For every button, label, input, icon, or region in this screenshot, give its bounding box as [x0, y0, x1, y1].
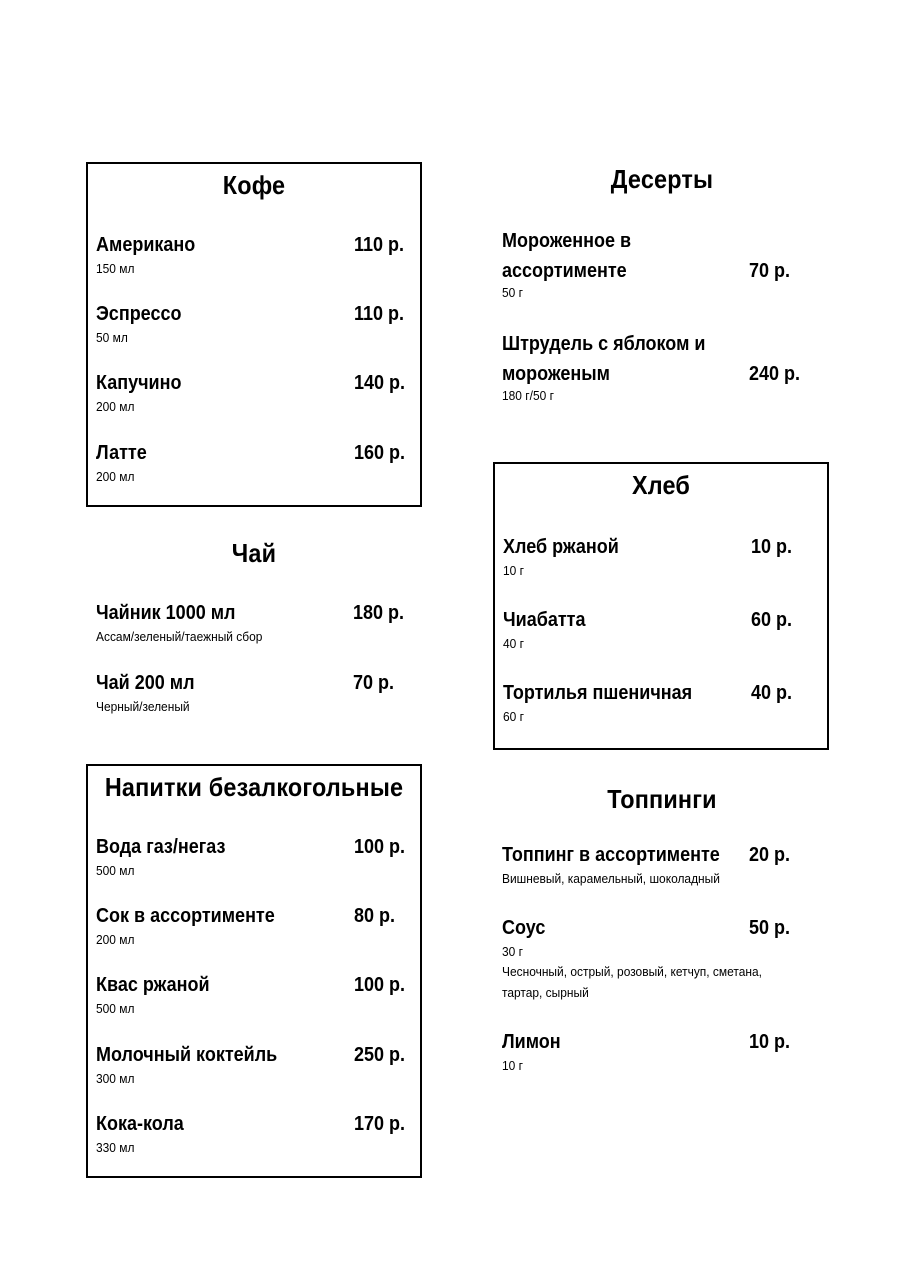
section-toppings [494, 778, 830, 1098]
item-name-line2: мороженым [502, 363, 610, 385]
item-description: Черный/зеленый [96, 699, 190, 714]
item-price: 180 р. [353, 602, 405, 624]
item-description-line1: Чесночный, острый, розовый, кетчуп, сметана, [502, 964, 762, 979]
item-size: 50 мл [96, 330, 128, 345]
section-title: Чай [231, 538, 277, 568]
item-name: Лимон [502, 1031, 561, 1053]
item-price: 250 р. [354, 1044, 406, 1066]
section-title: Десерты [610, 164, 714, 194]
item-name-line2: ассортименте [502, 260, 627, 282]
item-name: Соус [502, 917, 546, 939]
item-name: Латте [96, 442, 147, 464]
item-size: 180 г/50 г [502, 388, 554, 403]
item-price: 70 р. [749, 260, 791, 282]
item-name: Эспрессо [96, 303, 182, 325]
item-price: 110 р. [354, 234, 405, 256]
item-name: Чиабатта [503, 609, 586, 631]
item-price: 80 р. [354, 905, 396, 927]
item-price: 20 р. [749, 844, 791, 866]
item-size: 30 г [502, 944, 524, 959]
item-price: 10 р. [751, 536, 793, 558]
item-price: 110 р. [354, 303, 405, 325]
item-size: 10 г [503, 563, 525, 578]
item-price: 140 р. [354, 372, 406, 394]
item-price: 100 р. [354, 836, 406, 858]
section-bread [493, 462, 829, 750]
item-price: 60 р. [751, 609, 793, 631]
item-price: 10 р. [749, 1031, 791, 1053]
section-coffee [86, 162, 422, 507]
item-size: 300 мл [96, 1071, 135, 1086]
item-name: Американо [96, 234, 196, 256]
item-size: 40 г [503, 636, 525, 651]
item-price: 160 р. [354, 442, 406, 464]
section-title: Хлеб [631, 470, 691, 500]
item-size: 500 мл [96, 1001, 135, 1016]
item-size: 200 мл [96, 399, 135, 414]
item-price: 170 р. [354, 1113, 406, 1135]
item-name: Хлеб ржаной [503, 536, 619, 558]
item-description-line2: тартар, сырный [502, 985, 589, 1000]
item-name: Квас ржаной [96, 974, 210, 996]
item-name: Чайник 1000 мл [96, 602, 236, 624]
item-name: Молочный коктейль [96, 1044, 278, 1066]
item-name-line1: Штрудель с яблоком и [502, 333, 706, 355]
section-title: Топпинги [607, 784, 717, 814]
section-desserts [494, 160, 830, 420]
item-size: 330 мл [96, 1140, 135, 1155]
item-price: 240 р. [749, 363, 801, 385]
item-price: 40 р. [751, 682, 793, 704]
item-name: Кока-кола [96, 1113, 184, 1135]
item-name: Тортилья пшеничная [503, 682, 693, 704]
item-name: Вода газ/негаз [96, 836, 226, 858]
item-price: 70 р. [353, 672, 395, 694]
item-size: 500 мл [96, 863, 135, 878]
item-size: 10 г [502, 1058, 524, 1073]
item-size: 50 г [502, 285, 524, 300]
item-price: 100 р. [354, 974, 406, 996]
item-name: Чай 200 мл [96, 672, 195, 694]
item-name-line1: Мороженное в [502, 230, 632, 252]
item-name: Капучино [96, 372, 182, 394]
item-size: 200 мл [96, 932, 135, 947]
section-title: Напитки безалкогольные [104, 772, 404, 802]
item-name: Сок в ассортименте [96, 905, 275, 927]
section-title: Кофе [222, 170, 286, 200]
item-size: 200 мл [96, 469, 135, 484]
section-soft-drinks [86, 764, 422, 1178]
item-description: Вишневый, карамельный, шоколадный [502, 871, 720, 886]
item-description: Ассам/зеленый/таежный сбор [96, 629, 263, 644]
item-name: Топпинг в ассортименте [502, 844, 720, 866]
item-size: 150 мл [96, 261, 135, 276]
section-tea [86, 530, 422, 730]
item-size: 60 г [503, 709, 525, 724]
item-price: 50 р. [749, 917, 791, 939]
